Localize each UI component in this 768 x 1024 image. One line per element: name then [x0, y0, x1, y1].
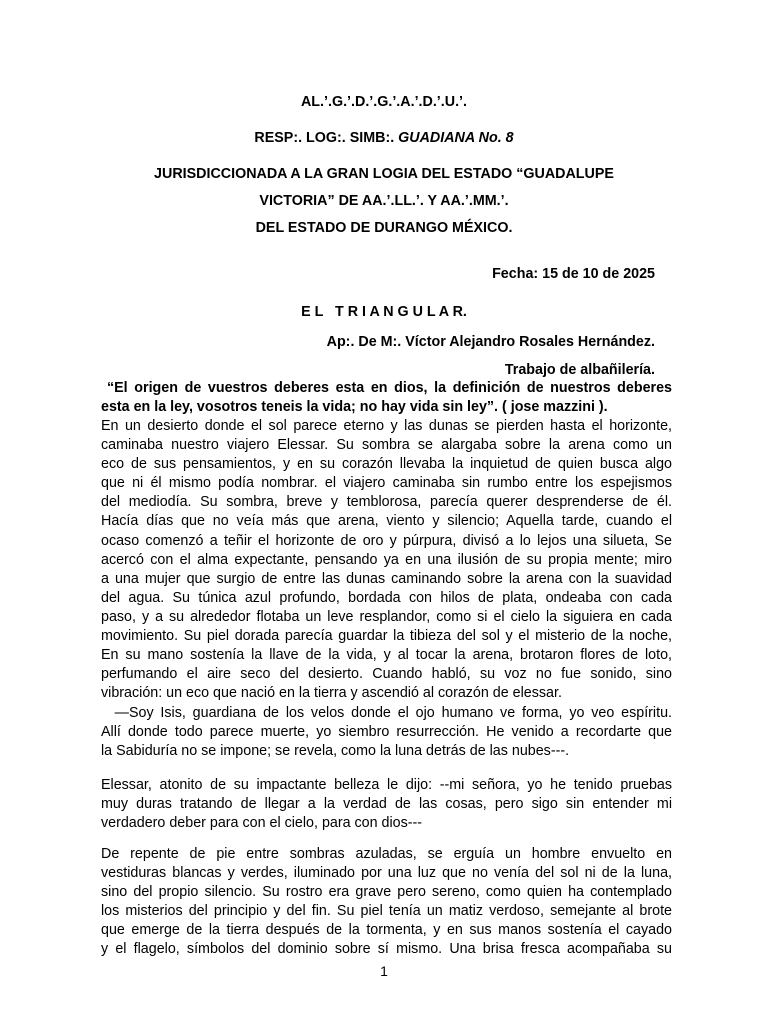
lodge-prefix: RESP:. LOG:. SIMB:.: [254, 130, 399, 146]
text-line: caminaba nuestro viajero Elessar. Su sombra se alargaba sobre la arena como un: [101, 437, 672, 454]
text-line: —Soy Isis, guardiana de los velos donde el ojo humano ve forma, yo veo espíritu.: [101, 705, 672, 721]
text-line: movimiento. Su piel dorada parecía guardar la tibieza del sol y el misterio de la noche,: [101, 628, 672, 645]
text-line: y el flagelo, símbolos del dominio sobre sí mismo. Una brisa fresca acompañaba su: [101, 941, 672, 958]
text-line: que emerge de la tierra después de la tormenta, y en sus manos sostenía el cayado: [101, 922, 672, 939]
author-line: Ap:. De M:. Víctor Alejandro Rosales Hernández.: [326, 334, 655, 350]
text-line: acercó con el alma expectante, pensando ya en una ilusión de su propia mente; miro: [101, 551, 672, 568]
text-line: perfumando el aire seco del desierto. Cuando habló, su voz no fue sonido, sino: [101, 666, 672, 683]
paragraph-4: [101, 845, 672, 960]
page-number: 1: [380, 963, 388, 979]
text-line: la Sabiduría no se impone; se revela, como la luna detrás de las nubes---.: [101, 743, 570, 760]
text-line: En un desierto donde el sol parece eterno y las dunas se pierden hasta el horizonte,: [101, 418, 672, 434]
header-line-5: DEL ESTADO DE DURANGO MÉXICO.: [255, 220, 513, 236]
header-line-1: AL.’.G.’.D.’.G.’.A.’.D.’.U.’.: [300, 94, 467, 110]
text-line: vibración: un eco que nació en la tierra y ascendió al corazón de elessar.: [101, 685, 562, 702]
header-line-3: JURISDICCIONADA A LA GRAN LOGIA DEL ESTADO “GUADALUPE: [154, 166, 614, 182]
document-title: E L T R I A N G U L A R.: [301, 304, 467, 320]
text-line: Hacía días que no veía más que arena, viento y silencio; Aquella tarde, cuando el: [101, 513, 672, 530]
paragraph-3: [101, 776, 672, 833]
paragraph-2: [101, 704, 672, 761]
text-line: verdadero deber para con el cielo, para con dios---: [101, 815, 423, 832]
text-line: a una mujer que surgio de entre las dunas caminando sobre la arena con la suavidad: [101, 570, 672, 587]
text-line: ocaso comenzó a teñir el horizonte de oro y púrpura, divisó a lo lejos una silueta, Se: [101, 532, 672, 549]
text-line: del mediodía. Su sombra, breve y temblorosa, parecía querer desprenderse de él.: [101, 494, 672, 511]
text-line: Elessar, atonito de su impactante belleza le dijo: --mi señora, yo he tenido pruebas: [101, 777, 672, 793]
work-type-line: Trabajo de albañilería.: [504, 362, 655, 378]
lodge-name: GUADIANA No. 8: [398, 130, 514, 146]
text-line: vestiduras blancas y verdes, iluminado por una luz que no venía del sol ni de la luna,: [101, 865, 672, 882]
date-line: Fecha: 15 de 10 de 2025: [492, 266, 655, 282]
text-line: sino del propio silencio. Su rostro era grave pero sereno, como quien ha contemplado: [101, 884, 672, 901]
header-line-2: [100, 129, 668, 147]
text-line: los misterios del principio y del fin. Su piel tenía un matiz verdoso, semejante al brote: [101, 903, 672, 920]
epigraph: [101, 379, 672, 417]
text-line: que ni él mismo podía nombrar. el viajero caminaba sin rumbo entre los espejismos: [101, 475, 672, 492]
paragraph-1: [101, 417, 672, 703]
epigraph-line: esta en la ley, vosotros teneis la vida; no hay vida sin ley”. ( jose mazzini ).: [101, 399, 608, 415]
epigraph-line: “El origen de vuestros deberes esta en dios, la definición de nuestros deberes: [107, 380, 672, 396]
text-line: del agua. Su túnica azul profundo, bordada con hilos de plata, ondeaba con cada: [101, 589, 672, 606]
header-line-4: VICTORIA” DE AA.’.LL.’. Y AA.’.MM.’.: [259, 193, 509, 209]
text-line: Allí donde todo parece muerte, yo siembro resurrección. He venido a recordarte que: [101, 724, 672, 741]
text-line: muy duras tratando de llegar a la verdad de las cosas, pero sigo sin entender mi: [101, 796, 672, 813]
text-line: En su mano sostenía la llave de la vida, y al tocar la arena, brotaron flores de loto,: [101, 647, 672, 664]
text-line: paso, y a su alrededor flotaba un leve resplandor, como si el cielo la siguiera en cada: [101, 608, 672, 625]
text-line: De repente de pie entre sombras azuladas, se erguía un hombre envuelto en: [101, 846, 672, 862]
text-line: eco de sus pensamientos, y en su corazón llevaba la inquietud de quien busca algo: [101, 456, 672, 473]
